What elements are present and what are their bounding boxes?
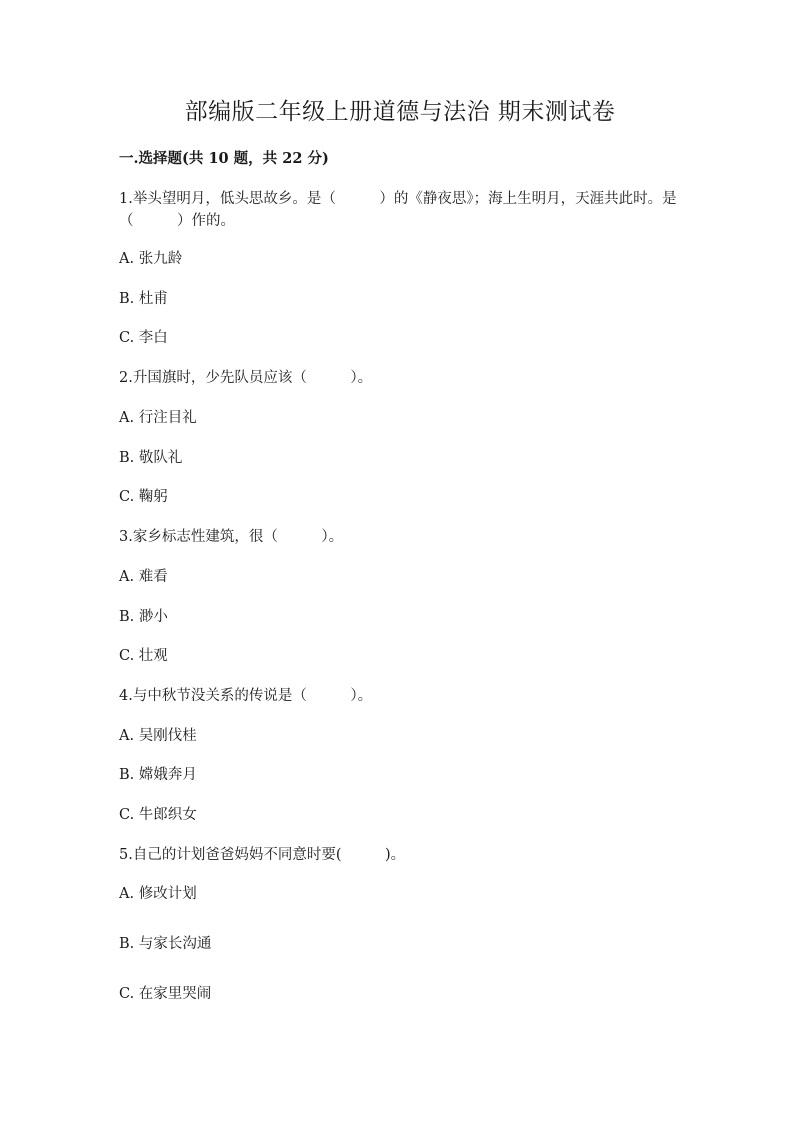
question-4-option-c: C. 牛郎织女 <box>119 807 197 823</box>
question-4-option-a: A. 吴刚伐桂 <box>119 728 197 744</box>
question-2-stem: 2.升国旗时，少先队员应该（ ）。 <box>119 370 373 386</box>
question-5-option-a: A. 修改计划 <box>119 886 197 902</box>
question-3-stem: 3.家乡标志性建筑，很（ ）。 <box>119 529 344 545</box>
question-4-option-b: B. 嫦娥奔月 <box>119 767 197 783</box>
question-5-stem: 5.自己的计划爸爸妈妈不同意时要( )。 <box>119 847 406 863</box>
question-2-option-a: A. 行注目礼 <box>119 410 197 426</box>
question-2-option-c: C. 鞠躬 <box>119 489 168 505</box>
question-3-option-c: C. 壮观 <box>119 648 168 664</box>
question-1-stem: 1.举头望明月，低头思故乡。是（ ）的《静夜思》；海上生明月，天涯共此时。是（ ）作的。 <box>119 191 677 229</box>
question-1-option-c: C. 李白 <box>119 330 168 346</box>
question-4-stem: 4.与中秋节没关系的传说是（ ）。 <box>119 688 373 704</box>
question-1-option-a: A. 张九龄 <box>119 251 183 267</box>
question-3-option-b: B. 渺小 <box>119 609 168 625</box>
question-3-option-a: A. 难看 <box>119 569 168 585</box>
exam-title: 部编版二年级上册道德与法治 期末测试卷 <box>184 99 616 125</box>
section-heading: 一.选择题(共 10 题，共 22 分) <box>119 150 329 167</box>
question-1-option-b: B. 杜甫 <box>119 291 168 307</box>
question-5-option-c: C. 在家里哭闹 <box>119 986 212 1002</box>
question-5-option-b: B. 与家长沟通 <box>119 936 212 952</box>
question-2-option-b: B. 敬队礼 <box>119 450 183 466</box>
